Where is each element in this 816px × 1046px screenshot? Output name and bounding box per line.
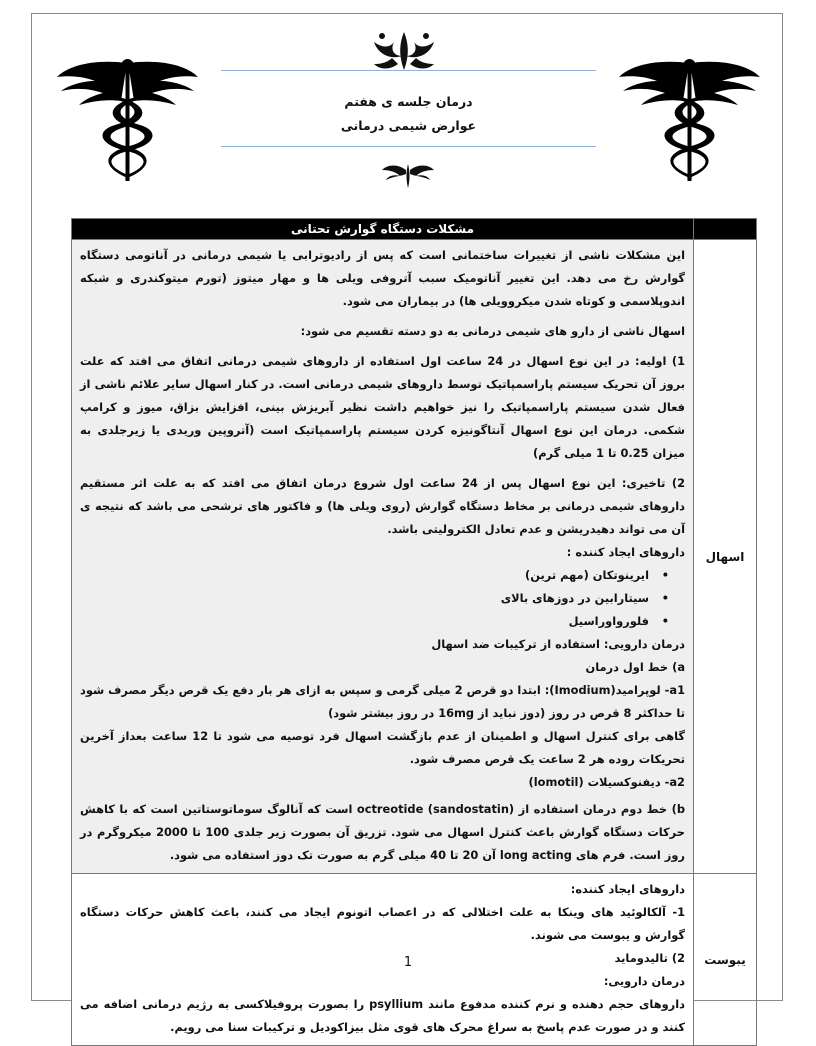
- diphenoxylate-item: a2- دیفنوکسیلات (lomotil): [528, 775, 685, 789]
- floral-ornament-top: [368, 26, 440, 74]
- diarrhea-row: [72, 240, 757, 874]
- gi-problems-table: [71, 218, 757, 1046]
- loperamide-note: گاهی برای کنترل اسهال و اطمینان از عدم بازگشت اسهال فرد توصیه می شود تا 12 ساعت بعداز آخرین تحریکات روده هر 2 ساعت یک قرص مصرف شود.: [80, 729, 685, 766]
- constipation-treatment: داروهای حجم دهنده و نرم کننده مدفوع مانند psyllium را بصورت پروفیلاکسی به رژیم درمانی اضافه می کنند و در صورت عدم پاسخ به سراغ محرک های قوی مثل بیزاکودیل و ترکیبات سنا می رویم.: [80, 997, 685, 1034]
- caduceus-logo-right: [617, 55, 762, 185]
- table-title-row: [72, 219, 757, 240]
- causing-drugs-list: [80, 564, 685, 633]
- diarrhea-label: اسهال: [694, 240, 757, 874]
- header-rule-bottom: [221, 146, 596, 147]
- session-title: درمان جلسه ی هفتم: [344, 94, 473, 109]
- diarrhea-type-delayed: 2) تاخیری: این نوع اسهال پس از 24 ساعت اول شروع درمان اتفاق می افتد که به علت اثر مستقیم داروهای شیمی درمانی بر مخاط دستگاه گوارش (روی ویلی ها) و فاکتور های ترشحی می باشد که نتیجه ی آن می تواند دهیدریشن و عدم تعادل الکترولیتی باشد.: [80, 476, 685, 536]
- caduceus-logo-left: [55, 55, 200, 185]
- list-item: • فلورواوراسیل: [80, 610, 663, 633]
- constipation-treatment-label: درمان دارویی:: [603, 974, 685, 988]
- list-item: • سیتارابین در دوزهای بالای: [80, 587, 663, 610]
- constipation-causing-label: داروهای ایجاد کننده:: [570, 882, 685, 896]
- diarrhea-content: [72, 240, 694, 874]
- loperamide-dosing: a1- لوپرامید(Imodium): ابتدا دو قرص 2 میلی گرمی و سپس به ازای هر بار دفع یک قرص دیگر مصرف شود تا حداکثر 8 قرص در روز (دوز نباید از 16mg در روز بیشتر شود): [80, 683, 686, 720]
- first-line-treatment: a) خط اول درمان: [585, 660, 685, 674]
- diarrhea-type-early: 1) اولیه: در این نوع اسهال در 24 ساعت اول استفاده از داروهای شیمی درمانی اتفاق می افتد که علت بروز آن تحریک سیستم پاراسمپاتیک توسط داروهای شیمی درمانی است. در کنار اسهال سایر علائم ناشی از فعال شدن سیستم پاراسمپاتیک را نیز خواهیم داشت نظیر آبریزش بینی، افزایش بزاق، میوز و کرامپ شکمی. درمان این نوع اسهال آنتاگونیزه کردن سیستم پاراسمپاتیک است (آتروپین وریدی یا زیرجلدی به میزان 0.25 تا 1 میلی گرم): [80, 354, 685, 460]
- second-line-treatment: b) خط دوم درمان استفاده از octreotide (sandostatin) است که آنالوگ سوماتوستاتین است که با کاهش حرکات دستگاه گوارش باعث کنترل اسهال می شود. تزریق آن بصورت زیر جلدی 100 تا 2000 میکروگرم در روز است. فرم های long acting آن 20 تا 40 میلی گرم به صورت تک دوز استفاده می شود.: [80, 802, 685, 862]
- table-title: مشکلات دستگاه گوارش تحتانی: [72, 219, 694, 240]
- diarrhea-intro: این مشکلات ناشی از تغییرات ساختمانی است که پس از رادیوترابی یا شیمی درمانی در آناتومی دستگاه گوارش رخ می دهد. این تغییر آناتومیک سبب آتروفی ویلی ها و مهار میتوز (تورم میتوکندری و شبکه اندوپلاسمی و کوتاه شدن میکروویلی ها) در بیماران می شود.: [80, 248, 685, 308]
- thalidomide-item: 2) تالیدوماید: [614, 951, 685, 965]
- session-subtitle: عوارض شیمی درمانی: [340, 118, 477, 133]
- page-number: 1: [403, 955, 413, 970]
- floral-ornament-bottom: [380, 160, 436, 190]
- diarrhea-treatment-intro: درمان دارویی: استفاده از ترکیبات ضد اسهال: [431, 637, 685, 651]
- diarrhea-types-intro: اسهال ناشی از دارو های شیمی درمانی به دو دسته تقسیم می شود:: [300, 324, 685, 338]
- diarrhea-causing-label: داروهای ایجاد کننده :: [566, 545, 685, 559]
- vinca-alkaloids-item: 1- آلکالوئید های وینکا به علت اختلالی که در اعصاب اتونوم ایجاد می کنند، باعث کاهش حرکات دستگاه گوارش و یبوست می شوند.: [80, 905, 685, 942]
- header-rule-top: [221, 70, 596, 71]
- constipation-label: یبوست: [694, 874, 757, 1046]
- list-item: • ایرینوتکان (مهم ترین): [80, 564, 663, 587]
